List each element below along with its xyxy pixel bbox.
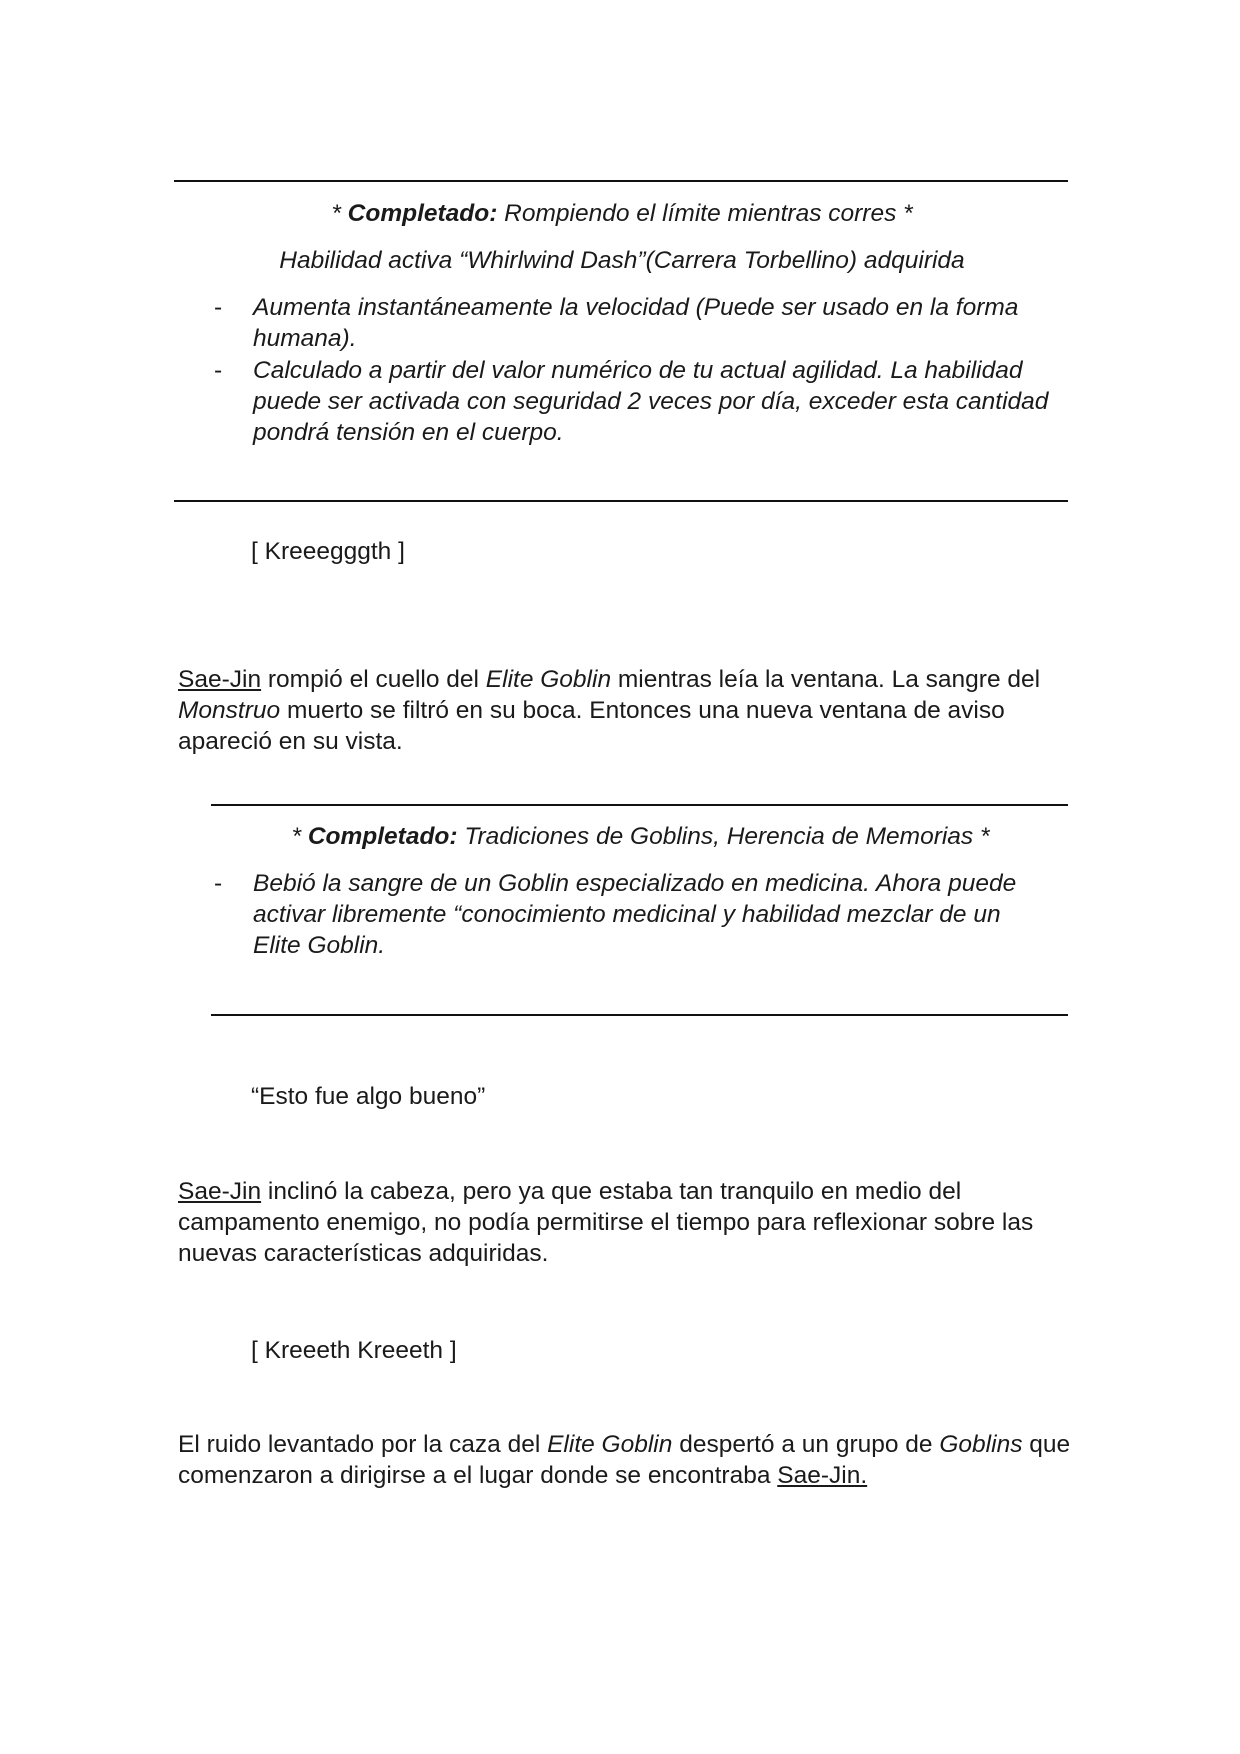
box1-subheading: Habilidad activa “Whirlwind Dash”(Carrera Torbellino) adquirida — [279, 247, 965, 274]
box2-bottom-rule — [211, 1014, 1068, 1016]
box1-top-rule — [174, 180, 1068, 182]
quote-1: “Esto fue algo bueno” — [251, 1083, 486, 1110]
box1-heading: * Completado: Rompiendo el límite mientras corres * — [331, 200, 913, 227]
box1-heading-bold: Completado: — [347, 200, 498, 227]
character-name: Sae-Jin — [178, 666, 262, 693]
character-name: Sae-Jin. — [777, 1462, 868, 1489]
box2-bullet-list — [214, 868, 1054, 962]
paragraph-3: El ruido levantado por la caza del Elite Goblin despertó a un grupo de Goblins que comenzaron a dirigirse a el lugar donde se encontraba Sae-Jin. — [178, 1431, 1071, 1489]
sound-effect-2: [ Kreeeth Kreeeth ] — [251, 1337, 457, 1364]
bullet-dash: - — [214, 870, 223, 897]
box2-top-rule — [211, 804, 1068, 806]
box1-bottom-rule — [174, 500, 1068, 502]
box1-bullet-list — [214, 292, 1054, 449]
box2-heading: * Completado: Tradiciones de Goblins, Herencia de Memorias * — [291, 823, 990, 850]
character-name: Sae-Jin — [178, 1178, 262, 1205]
bullet-dash: - — [214, 357, 223, 384]
bullet-dash: - — [214, 294, 223, 321]
sound-effect-1: [ Kreeegggth ] — [251, 538, 405, 565]
box2-heading-bold: Completado: — [307, 823, 458, 850]
list-item: - Calculado a partir del valor numérico de tu actual agilidad. La habilidad puede ser activada con seguridad 2 veces por día, exceder esta cantidad pondrá tensión en el cuerpo. — [214, 357, 1049, 446]
paragraph-1: Sae-Jin rompió el cuello del Elite Goblin mientras leía la ventana. La sangre del Monstruo muerto se filtró en su boca. Entonces una nueva ventana de aviso apareció en su vista. — [178, 666, 1041, 755]
paragraph-2: Sae-Jin inclinó la cabeza, pero ya que estaba tan tranquilo en medio del campamento enemigo, no podía permitirse el tiempo para reflexionar sobre las nuevas características adquiridas. — [178, 1178, 1034, 1267]
list-item: - Bebió la sangre de un Goblin especializado en medicina. Ahora puede activar libremente “conocimiento medicinal y habilidad mezclar de un Elite Goblin. — [214, 870, 1017, 959]
list-item: - Aumenta instantáneamente la velocidad (Puede ser usado en la forma humana). — [214, 294, 1019, 352]
